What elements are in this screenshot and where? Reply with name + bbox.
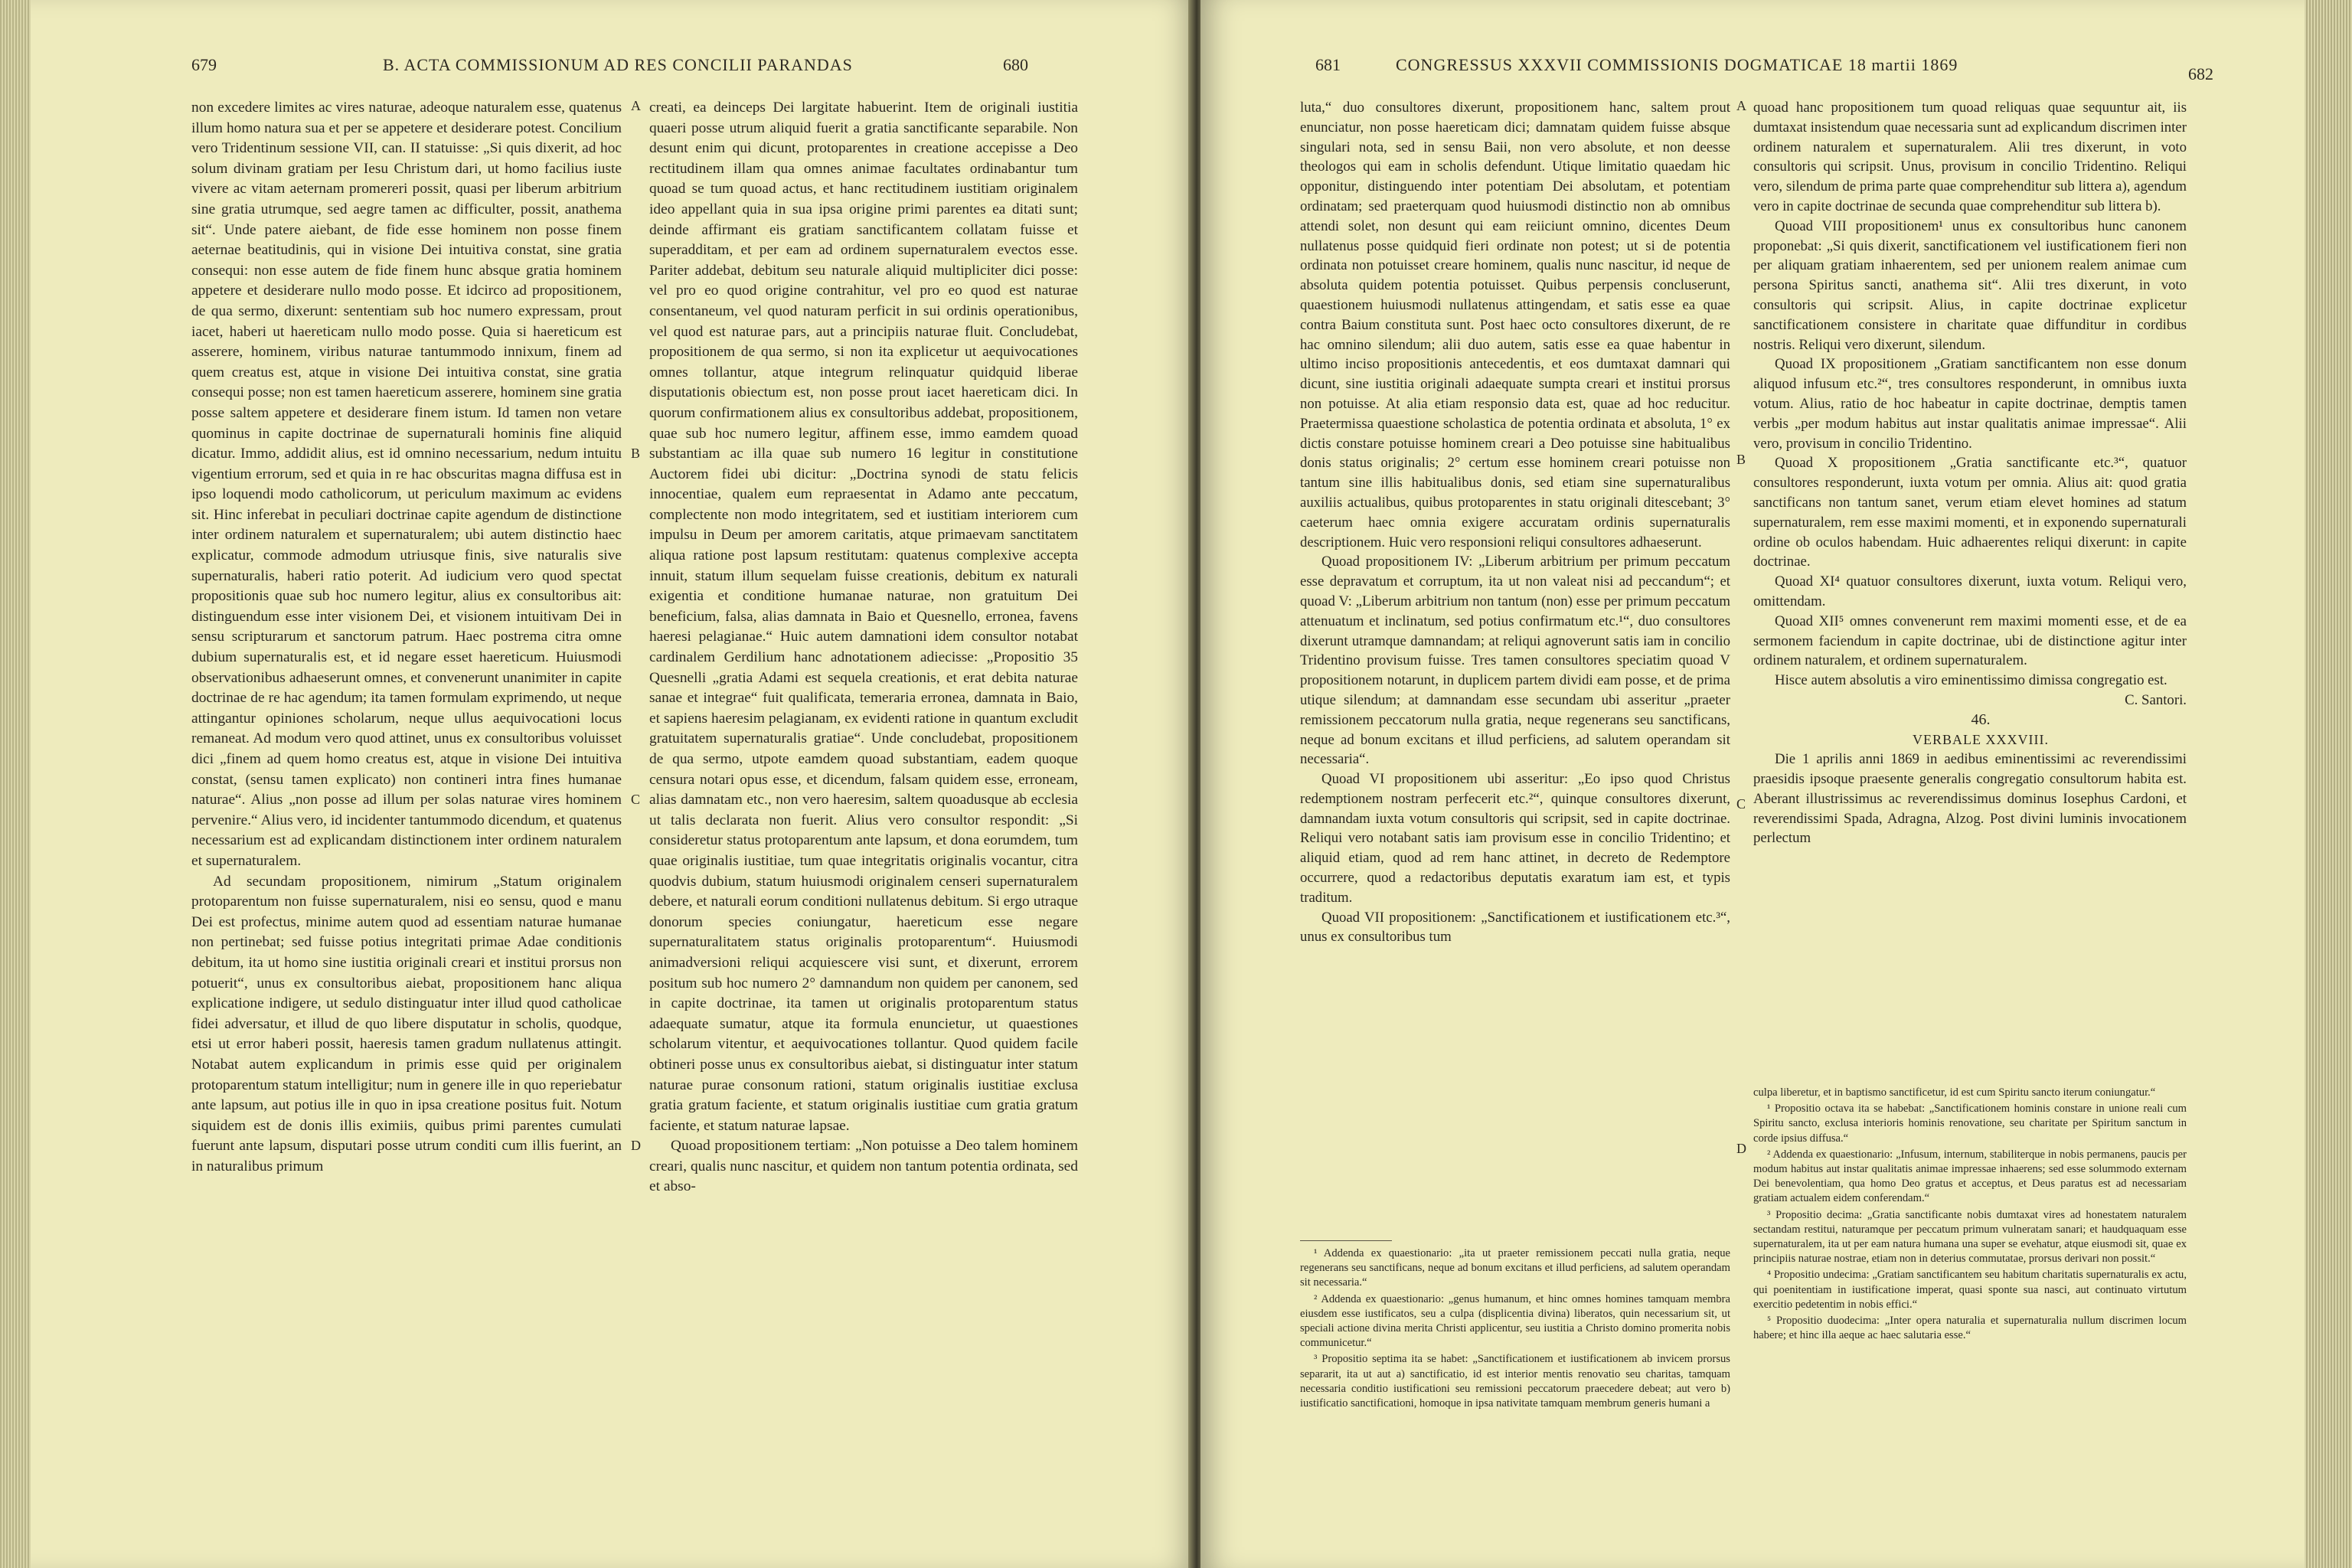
page-number-680: 680 xyxy=(1003,55,1028,74)
footnote: ¹ Addenda ex quaestionario: „ita ut praeter remissionem peccati nulla gratia, neque regenerans seu sanctificans, neque ad bonum excitans et illud perficiens, ad salutem operandam sit necessaria.“ xyxy=(1300,1247,1730,1289)
footnote: ² Addenda ex quaestionario: „genus humanum, et hinc omnes homines tamquam membra eiusdem esse iustificatos, seu a culpa (displicentia divina) liberatos, quin necessarium sit, ut speciali actione divina merita Christi applicentur, seu iustitia a Christo domino promerita nobis communicetur.“ xyxy=(1300,1292,1730,1350)
page-number-682: 682 xyxy=(2188,64,2213,83)
running-head-left: B. ACTA COMMISSIONUM AD RES CONCILII PARANDAS xyxy=(383,55,853,74)
footnote: culpa liberetur, et in baptismo sanctificetur, id est cum Spiritu sancto iterum coniungatur.“ xyxy=(1753,1086,2156,1099)
section-marker: D xyxy=(631,1138,641,1153)
paragraph: Quoad VII propositionem: „Sanctificationem et iustificationem etc.³“, unus ex consultoribus tum xyxy=(1300,909,1730,946)
section-marker: A xyxy=(1736,98,1746,113)
section-marker: A xyxy=(631,98,641,113)
paragraph: Quoad VI propositionem ubi asseritur: „Eo ipso quod Christus redemptionem nostram perfecerit etc.²“, quinque consultores dixerunt, damnandam iuxta votum consultoris qui scripsit, sed in capite doctrinae. Reliqui vero notabant satis iam provisum esse in concilio Tridentino; et aliquid etiam, quod ad rem hanc attinet, in decreto de Redemptore occurrere, quod a redactoribus deputatis exaratum iam est, et typis traditum. xyxy=(1300,771,1730,906)
book-edge-left xyxy=(0,0,34,1568)
running-head-right: CONGRESSUS XXXVII COMMISSIONIS DOGMATICAE 18 martii 1869 xyxy=(1396,55,1958,74)
footnote: ³ Propositio septima ita se habet: „Sanctificationem et iustificationem ab invicem prorsus separarit, ita ut aut a) sanctificatio, id est interior mentis renovatio seu charitas, tamquam necessaria conditio iustificationi seu remissioni peccatorum praecedere debeat; aut vero b) iustificatio sanctificationi, homoque in ipsa nativitate tamquam membrum generis humani a xyxy=(1300,1353,1730,1410)
left-page-column-2 xyxy=(649,98,1078,1197)
paragraph: creati, ea deinceps Dei largitate habuerint. Item de originali iustitia quaeri posse utrum aliquid fuerit a gratia sanctificante separabile. Non desunt enim qui dicunt, protoparentes in creatione accepisse a Deo rectitudinem illam qua omnes animae facultates ordinabantur tum quoad se tum quoad actus, et hanc rectitudinem iustitiam originalem ideo appellant quia in sua ipsa origine primi parentes ea ditati sunt; deinde affirmant eis gratiam sanctificantem collatam fuisse et superadditam, et per eam ad ordinem supernaturalem evectos esse. Pariter addebat, debitum seu naturale aliquid multipliciter dici posse: vel pro eo quod origine contrahitur, vel pro eo quod est naturae consentaneum, vel quod naturam perficit in sui ordinis operationibus, vel quod est naturae pars, aut a principiis naturae fluit. Concludebat, propositionem de qua sermo, si non ita explicetur ut aequivocationes omnes tollantur, atque integrum relinquatur quidquid liberae disputationis obiectum est, non posse prout iacet haereticam dici. In quorum confirmationem alius ex consultoribus addebat, propositionem, quae sub hoc numero legitur, affinem esse, immo eamdem quoad substantiam ac illa quae sub numero 16 legitur in constitutione Auctorem fidei ubi dicitur: „Doctrina synodi de statu felicis innocentiae, qualem eum repraesentat in Adamo ante peccatum, complectente non modo integritatem, sed et iustitiam interiorem cum impulsu in Deum per amorem caritatis, atque primaevam sanctitatem aliqua ratione post lapsum restitutam: quatenus complexive accepta innuit, statum illum sequelam fuisse creationis, debitum ex naturali exigentia et conditione humanae naturae, non gratuitum Dei beneficium, falsa, alias damnata in Baio et Quesnello, erronea, favens haeresi pelagianae.“ Huic autem damnationi idem consultor notabat cardinalem Gerdilium hanc adnotationem adiecisse: „Propositio 35 Quesnelli „gratia Adami est sequela creationis, et erat debita naturae sanae et integrae“ fuit qualificata, temeraria erronea, damnata in Baio, et sapiens haeresim pelagianam, ex evidenti ratione in quantum excludit gratuitatem supernaturalis gratiae“. Unde concludebat, propositionem de qua sermo, utpote eamdem quoad substantiam, eadem quoque censura notari opus esse, et dicendum, falsam quidem esse, erroneam, alias damnatam etc., non vero haeresim, saltem quoadusque ab ecclesia ut talis declarata non fuerit. Alius vero consultor respondit: „Si consideretur status protoparentum ante lapsum, et dona eorumdem, tum quae originalis iustitiae, tum quae integritatis originalis vocantur, citra quodvis dubium, statum huiusmodi originalem censeri supernaturalem debere, et naturali eorum conditioni nullatenus debitum. Si ergo utraque donorum species coniungatur, haereticum esse negare supernaturalitatem status originalis protoparentum“. Huiusmodi animadversioni reliqui acquiescere visi sunt, et dixerunt, errorem positum sub hoc numero 2° damnandum non quidem per canonem, sed in capite doctrinae, ita tamen ut originalis protoparentum status adaequate sumatur, atque ita formula enuncietur, ut quaestiones scholarum vitentur, et aequivocationes tollantur. Quod quidem facile obtineri posse unus ex consultoribus aiebat, si distinguatur inter statum naturae purae consonum rationi, statum originalis iustitiae exclusa gratia gratum faciente, et statum originalis iustitiae cum gratia gratum faciente, et statum naturae lapsae. xyxy=(649,100,1078,1134)
footnotes-column-1 xyxy=(1300,1246,1730,1413)
paragraph: Hisce autem absolutis a viro eminentissimo dimissa congregatio est. xyxy=(1775,672,2167,689)
paragraph: luta,“ duo consultores dixerunt, propositionem hanc, saltem prout enunciatur, non posse haereticam dici; damnatam quidem fuisse absque singulari nota, sed in sensu Baii, non vero absolute, et non deesse theologos qui eam in scholis defendunt. Utique limitatio quaedam hic opponitur, distinguendo inter potentiam Dei absolutam, et potentiam ordinatam; sed praeterquam quod huiusmodi distinctio non ab omnibus attendi solet, non desunt qui eam reiiciunt omnino, dicentes Deum nullatenus posse quidquid fieri ordinate non potest; ut si de potentia ordinata non potuisset creare hominem, qualis nunc nascitur, id neque de absoluta quidem potentia potuisset. Quibus perpensis concluserunt, quaestionem huiusmodi nullatenus attingendam, et satis esse ea quae contra Baium constituta sunt. Post haec octo consultores dixerunt, de re hac omnino silendum; alii duo autem, satis esse ea quae habentur in ultimo inciso propositionis antecedentis, et eos dumtaxat damnari qui dicunt, sine iustitia originali adaequate sumpta creari et institui prorsus non potuisse. At alia etiam responsio data est, quae ad hoc reducitur. Praetermissa quaestione scholastica de potentia ordinata et absoluta, 1° ex dictis constare potuisse hominem creari a Deo potuisse sine habitualibus donis status originalis; 2° certum esse hominem creari potuisse non tantum sine illis habitualibus donis, sed etiam sine supernaturalibus auxiliis actualibus, quibus protoparentes in statu originali ditescebant; 3° caeterum haec omnia exigere accuratam ordinis supernaturalis descriptionem. Huic vero responsioni reliqui consultores adhaeserunt. xyxy=(1300,100,1730,550)
section-marker: C xyxy=(631,792,641,807)
footnote: ¹ Propositio octava ita se habebat: „Sanctificationem hominis constare in unione reali cum Spiritu sancto, exclusa interioris hominis renovatione, seu charitate per Spiritum sanctum in corde ipsius diffusa.“ xyxy=(1753,1102,2187,1145)
right-page-column-1 xyxy=(1300,98,1730,947)
signature: C. Santori. xyxy=(2125,691,2187,708)
section-marker: C xyxy=(1736,796,1746,812)
page-number-679: 679 xyxy=(191,55,217,74)
footnote: ⁵ Propositio duodecima: „Inter opera naturalia et supernaturalia nullum discrimen locum habere; et hinc illa aeque ac haec salutaria esse.“ xyxy=(1753,1315,2187,1342)
left-page-column-1 xyxy=(191,98,622,1177)
section-marker: B xyxy=(631,446,641,461)
page-number-681: 681 xyxy=(1315,55,1341,74)
paragraph: Die 1 aprilis anni 1869 in aedibus eminentissimi ac reverendissimi praesidis ipsoque praesente generalis congregatio consultorum habita est. Aberant illustrissimus ac reverendissimus dominus Iosephus Cardoni, et reverendissimi Spada, Adragna, Alzog. Post divini luminis invocationem perlectum xyxy=(1753,751,2187,847)
section-marker: D xyxy=(1736,1141,1746,1156)
right-page xyxy=(1200,0,2308,1568)
footnote: ² Addenda ex quaestionario: „Infusum, internum, stabiliterque in nobis permanens, paucis per modum habitus aut instar qualitatis animae impressae inhaerens; sed esse solummodo externam Dei benevolentiam, qua homo Deo gratus et acceptus, et Deus paratus est ad necessariam gratiam actualem eidem conferendam.“ xyxy=(1753,1148,2187,1205)
paragraph: Quoad X propositionem „Gratia sanctificante etc.³“, quatuor consultores responderunt, iuxta votum per omnia. Alius ait: quod gratia sanctificans non tantum sanet, verum etiam elevet homines ad statum supernaturalem, rem esse maximi momenti, et in exponendo supernaturali ordine ob oculos habendam. Huic adhaerentes reliqui dixerunt: in capite doctrinae. xyxy=(1753,455,2187,570)
footnote: ⁴ Propositio undecima: „Gratiam sanctificantem seu habitum charitatis supernaturalis ex actu, qui poenitentiam in iustificatione imperat, quasi sponte sua nasci, aut continuato virtutum exercitio pedetentim in nobis effici.“ xyxy=(1753,1269,2187,1311)
section-number: 46. xyxy=(1971,710,1991,728)
book-edge-right xyxy=(2305,0,2352,1568)
footnote: ³ Propositio decima: „Gratia sanctificante nobis dumtaxat vires ad honestatem naturalem sectandam restitui, naturamque per peccatum primum vulneratam sanari; et haudquaquam esse supernaturalem, ita ut per eam natura humana una super se evehatur, atque eiusmodi sit, quae ex principiis naturae nostrae, etiam non in deterius commutatae, prorsus derivari non possit.“ xyxy=(1753,1208,2187,1266)
footnote-rule xyxy=(1300,1240,1392,1241)
paragraph: Quoad VIII propositionem¹ unus ex consultoribus hunc canonem proponebat: „Si quis dixerit, sanctificationem vel iustificationem fieri non per aliquam gratiam inhaerentem, sed per unionem realem animae cum persona Spiritus sancti, anathema sit“. Alii tres dixerunt, in voto consultoris qui scripsit. Alius, in capite doctrinae explicetur sanctificationem consistere in charitate quae diffunditur in cordibus nostris. Reliqui vero dixerunt, silendum. xyxy=(1753,217,2187,353)
footnotes-column-2 xyxy=(1753,1086,2187,1344)
paragraph: Quoad IX propositionem „Gratiam sanctificantem non esse donum aliquod infusum etc.²“, tres consultores responderunt, in omnibus iuxta votum. Alius, ratio de hoc habeatur in capite doctrinae, demptis tamen verbis „per modum habitus aut instar qualitatis animae impressae“. Alii vero, provisum in concilio Tridentino. xyxy=(1753,356,2187,452)
paragraph: Quoad propositionem IV: „Liberum arbitrium per primum peccatum esse depravatum et corruptum, ita ut non valeat nisi ad peccandum“; et quoad V: „Liberum arbitrium non tantum (non) esse per primum peccatum attenuatum et inclinatum, sed potius confirmatum etc.¹“, duo consultores dixerunt utramque damnandam; at reliqui agnoverunt satis iam in concilio Tridentino provisum fuisse. Tres tamen consultores speciatim quoad V propositionem notarunt, in duplicem partem dividi eam posse, et de prima utique silendum; at damnandam esse secundam ubi asseritur „praeter remissionem peccatorum nulla gratia, neque regenerans seu sanctificans, neque ad bonum excitans et illud perficiens, ad salutem operandam sit necessaria“. xyxy=(1300,554,1730,768)
paragraph: Quoad XI⁴ quatuor consultores dixerunt, iuxta votum. Reliqui vero, omittendam. xyxy=(1753,573,2187,609)
section-title: VERBALE XXXVIII. xyxy=(1913,731,2049,747)
left-page xyxy=(31,0,1196,1568)
paragraph: non excedere limites ac vires naturae, adeoque naturalem esse, quatenus illum homo natura sua et per se appetere et desiderare potest. Concilium vero Tridentinum sessione VII, can. II statuisse: „Si quis dixerit, ad hoc solum divinam gratiam per Iesu Christum dari, ut homo facilius iuste vivere ac vitam aeternam promereri possit, quasi per liberum arbitrium sine gratia utrumque, sed aegre tamen ac difficulter, possit, anathema sit“. Unde patere aiebant, de fide esse hominem non posse finem aeternae beatitudinis, qui in visione Dei intuitiva constat, sine gratia consequi: non esse autem de fide finem hunc absque gratia hominem appetere et desiderare nullo modo posse. Et idcirco ad propositionem, de qua sermo, dixerunt: sententiam sub hoc numero expressam, prout iacet, haberi ut haereticam nullo modo posse. Quia si haereticum est asserere, hominem, viribus naturae tantummodo innixum, finem ad quem creatus est, atque in visione Dei intuitiva constat, sine gratia consequi posse; non est tamen haereticum asserere, hominem sine gratia posse saltem appetere et desiderare finem istum. Id tamen non vetare quominus in capite doctrinae de supernaturali hominis fine aliquid dicatur. Immo, addidit alius, est id omnino necessarium, nedum intuitu vigentium errorum, sed et quia in re hac obscuritas magna diffusa est in ipso loquendi modo catholicorum, ut periculum maximum ac evidens sit. Hinc inferebat in peculiari doctrinae capite agendum de distinctione inter ordinem naturalem et supernaturalem; ubi autem distinctio haec explicatur, commode admodum utriusque finis, sive naturalis sive supernaturalis, haberi ratio poterit. Ad iudicium vero quod spectat propositionis quae sub hoc numero legitur, alius ex consultoribus ait: distinguendum esse inter visionem Dei, et visionem intuitivam Dei in sensu scripturarum et sanctorum patrum. Haec postrema citra omne dubium supernaturalis est, et id negare esset haereticum. Huiusmodi observationibus adhaeserunt omnes, et convenerunt unanimiter in capite doctrinae de re hac agendum; ita tamen formulam exprimendo, ut neque attingantur opiniones scholarum, neque ullus aequivocationi locus remaneat. Ad modum vero quod attinet, unus ex consultoribus voluisset dici „finem ad quem homo creatus est, atque in visione Dei intuitiva constat, (sensu tamen explicato) non contineri intra fines humanae naturae“. Alius „non posse ad illum per solas naturae vires hominem pervenire.“ Alius vero, id incidenter tantummodo dicendum, et quatenus necessarium est ad explicandam distinctionem inter ordinem naturalem et supernaturalem. xyxy=(191,100,622,869)
section-marker: B xyxy=(1736,452,1746,467)
paragraph: Quoad XII⁵ omnes convenerunt rem maximi momenti esse, et de ea sermonem faciendum in capite doctrinae, ubi de distinctione agitur inter ordinem naturalem, et ordinem supernaturalem. xyxy=(1753,612,2187,669)
paragraph: Quoad propositionem tertiam: „Non potuisse a Deo talem hominem creari, qualis nunc nascitur, et quidem non tantum potentia ordinata, sed et abso- xyxy=(649,1138,1078,1195)
paragraph: quoad hanc propositionem tum quoad reliquas quae sequuntur ait, iis dumtaxat insistendum quae necessaria sunt ad explicandum discrimen inter ordinem naturalem et supernaturalem. Alii tres dixerunt, in voto consultoris qui scripsit. Unus, provisum in concilio Tridentino. Reliqui vero, silendum de prima parte quae comprehenditur sub littera a), agendum vero in capite doctrinae de secunda quae comprehenditur sub littera b). xyxy=(1753,100,2187,214)
paragraph: Ad secundam propositionem, nimirum „Statum originalem protoparentum non fuisse supernaturalem, nisi eo sensu, quod e manu Dei est profectus, minime autem quod ad essentiam naturae humanae non pertinebat; sed fuisse potius integritati primae Adae conditionis debitum, ita ut homo sine iustitia originali creari et institui prorsus non potuerit“, unus ex consultoribus aiebat, propositionem hanc aliqua explicatione indigere, ut sedulo distinguatur inter illud quod catholicae fidei adversatur, et illud de quo libere disputatur in scholis, quodque, etsi ut error haberi possit, haeresis tamen gradum nullatenus attingit. Notabat autem explicandum in primis esse quid per originalem protoparentum statum intelligitur; num in genere ille in quo reperiebatur ante lapsum, aut potius ille in quo in ipsa creatione positus fuit. Notum siquidem est de donis illis eximiis, quibus primi parentes cumulati fuerunt ante lapsum, disputari posse utrum conditi cum illis fuerint, an in naturalibus primum xyxy=(191,873,622,1174)
right-page-column-2 xyxy=(1753,98,2187,848)
